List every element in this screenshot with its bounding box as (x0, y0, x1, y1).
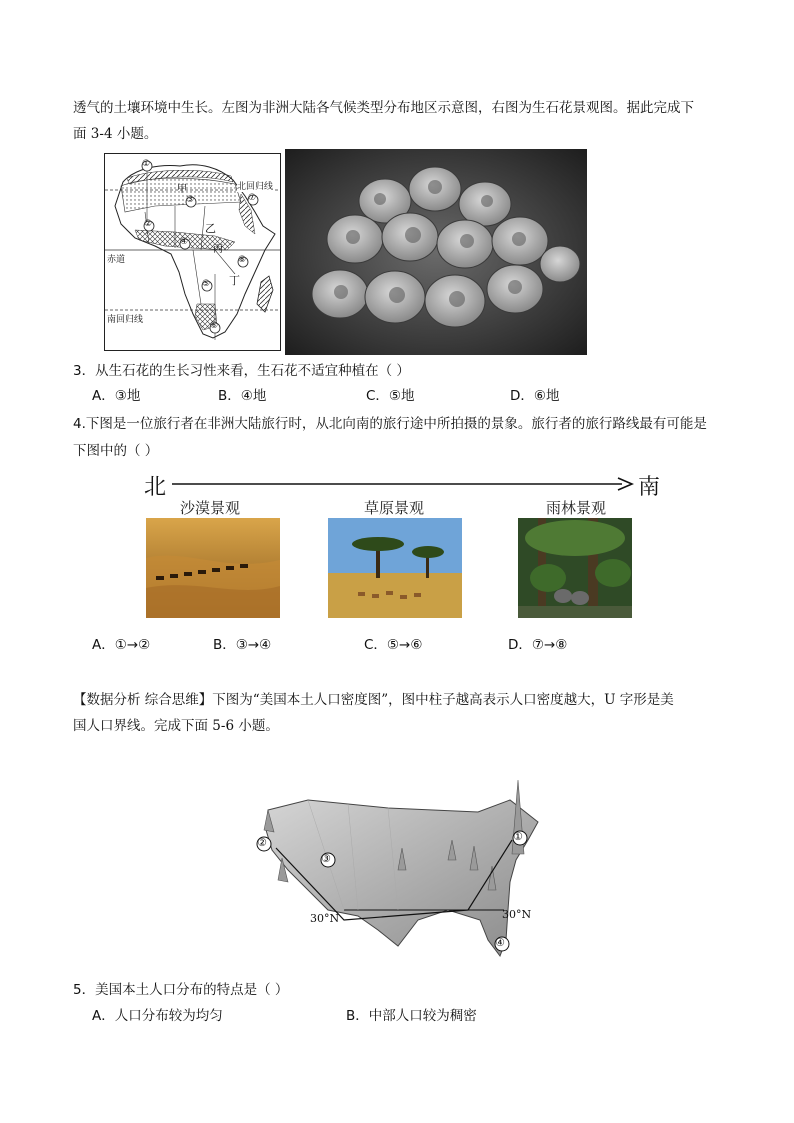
marker-3: ③ (186, 195, 195, 205)
intro-line-1: 透气的土壤环境中生长。左图为非洲大陆各气候类型分布地区示意图，右图为生石花景观图。据此完成下 (73, 100, 694, 116)
q4-option-d[interactable]: D．⑦→⑧ (508, 637, 568, 653)
us-outline (266, 800, 538, 956)
marker-7: ⑦ (248, 193, 257, 203)
q5-stem: 5．美国本土人口分布的特点是（ ） (73, 982, 289, 998)
q5-option-a[interactable]: A．人口分布较为均匀 (92, 1008, 223, 1024)
scene-label-desert: 沙漠景观 (180, 499, 241, 517)
us-marker-4: ④ (495, 936, 505, 949)
label-equator: 赤道 (107, 255, 126, 265)
section-intro-line-1: 【数据分析 综合思维】下图为“美国本土人口密度图”，图中柱子越高表示人口密度越大，U 字形是美 (73, 692, 674, 708)
label-bing: 丙 (213, 244, 223, 255)
label-yi: 乙 (205, 222, 216, 235)
marker-1: ① (142, 159, 151, 169)
us-marker-1: ① (513, 830, 523, 843)
south-label: 南 (638, 475, 661, 500)
label-ding: 丁 (229, 274, 240, 287)
us-population-density-map (248, 770, 554, 966)
scene-label-savanna: 草原景观 (364, 499, 425, 517)
q3-stem: 3．从生石花的生长习性来看，生石花不适宜种植在（ ） (73, 363, 410, 379)
label-tropic-cancer: 北回归线 (237, 179, 273, 192)
us-lat-label-right: 30°N (502, 908, 532, 921)
label-jia: 甲 (177, 184, 187, 195)
savanna-photo (328, 518, 462, 618)
desert-photo (146, 518, 280, 618)
q5-option-b[interactable]: B．中部人口较为稠密 (346, 1008, 477, 1024)
us-lat-label-left: 30°N (310, 912, 340, 925)
marker-4: ④ (180, 237, 189, 247)
q3-option-b[interactable]: B．④地 (218, 388, 267, 404)
q4-stem-line-2: 下图中的（ ） (73, 443, 159, 459)
north-south-arrow (172, 476, 634, 492)
marker-8: ⑧ (238, 255, 247, 265)
scene-label-rainforest: 雨林景观 (546, 499, 607, 517)
africa-climate-map (104, 153, 281, 351)
q4-stem-line-1: 4.下图是一位旅行者在非洲大陆旅行时，从北向南的旅行途中所拍摄的景象。旅行者的旅行路线最有可能是 (73, 416, 707, 432)
q4-option-b[interactable]: B．③→④ (213, 637, 272, 653)
q4-option-c[interactable]: C．⑤→⑥ (364, 637, 423, 653)
q3-option-c[interactable]: C．⑤地 (366, 388, 415, 404)
us-marker-2: ② (257, 836, 267, 849)
label-tropic-capricorn: 南回归线 (107, 315, 144, 325)
marker-5: ⑤ (202, 279, 211, 289)
q3-option-d[interactable]: D．⑥地 (510, 388, 560, 404)
marker-2: ② (144, 219, 153, 229)
q4-option-a[interactable]: A．①→② (92, 637, 151, 653)
north-label: 北 (144, 475, 167, 500)
lithops-drawing (285, 149, 587, 355)
q3-option-a[interactable]: A．③地 (92, 388, 141, 404)
madagascar (257, 276, 273, 312)
us-marker-3: ③ (321, 852, 331, 865)
intro-line-2: 面 3-4 小题。 (73, 126, 158, 142)
lithops-photo (285, 149, 587, 355)
section-intro-line-2: 国人口界线。完成下面 5-6 小题。 (73, 718, 279, 734)
rainforest-photo (518, 518, 632, 618)
marker-6: ⑥ (210, 321, 219, 331)
